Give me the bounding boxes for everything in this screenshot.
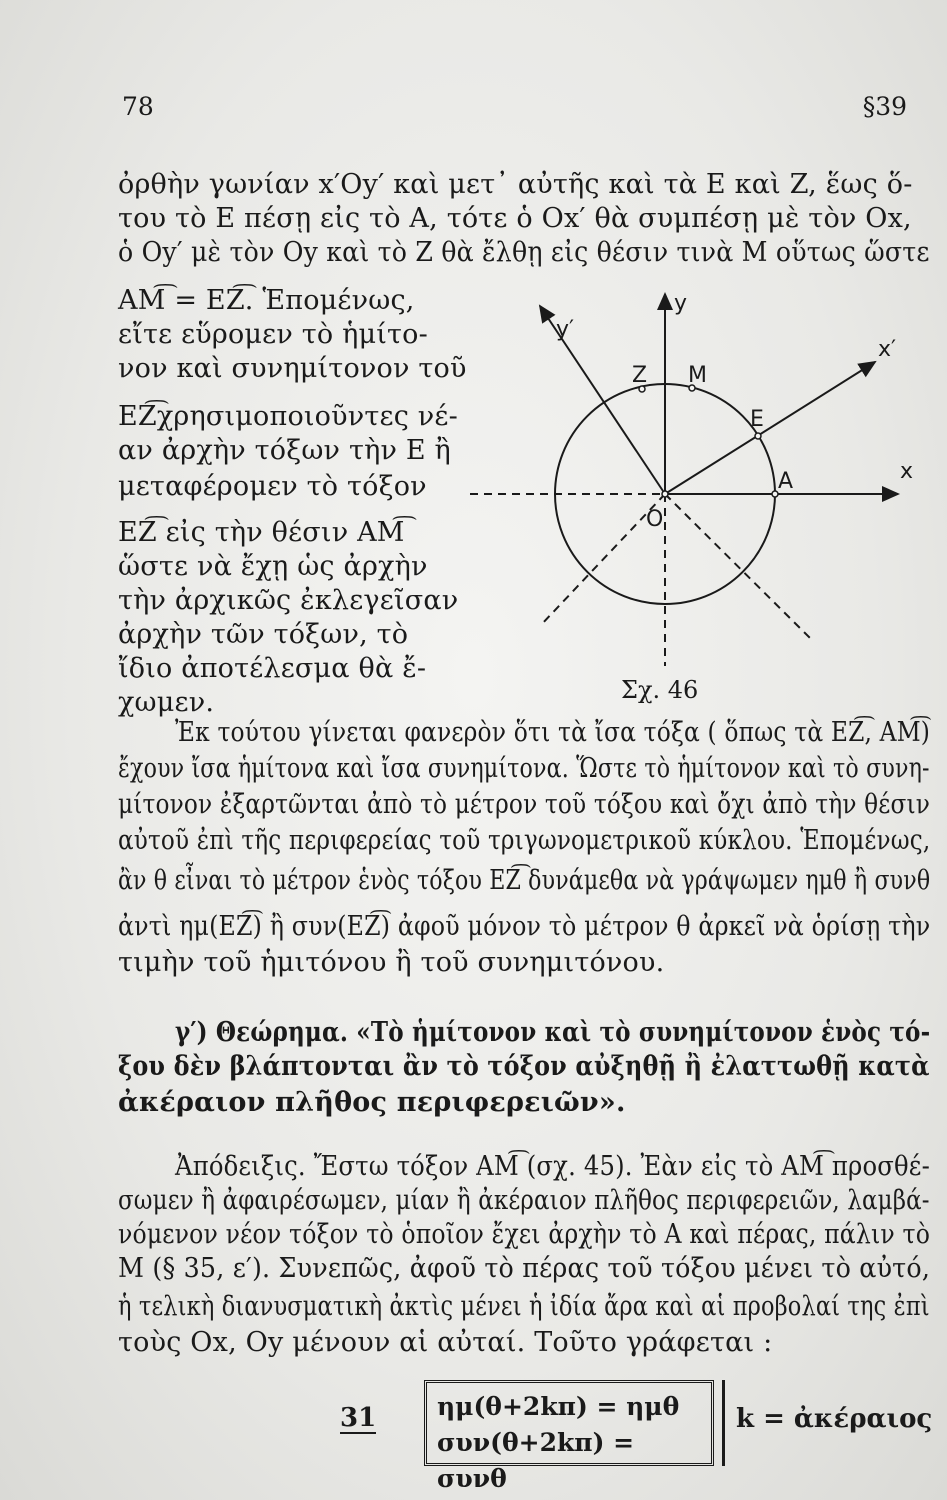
label-y-prime: y′ — [556, 317, 575, 342]
text-line: νον καὶ συνημίτονον τοῦ — [118, 353, 467, 384]
text-line: τὴν ἀρχικῶς ἐκλεγεῖσαν — [118, 585, 459, 616]
text-line: ἀντὶ ημ(EZ͡) ἢ συν(EZ͡) ἀφοῦ μόνον τὸ μέτρον θ ἀρκεῖ νὰ ὁρίσῃ τὴν — [118, 911, 931, 942]
proof-line: νόμενον νέον τόξον τὸ ὁποῖον ἔχει ἀρχὴν τὸ A καὶ πέρας, πάλιν τὸ — [118, 1219, 931, 1250]
text-line: ἔχουν ἴσα ἡμίτονα καὶ ἴσα συνημίτονα. Ὥστε τὸ ἡμίτονον καὶ τὸ συνη- — [118, 753, 930, 784]
text-line: ἀρχὴν τῶν τόξων, τὸ — [118, 619, 409, 650]
label-a: A — [778, 469, 794, 494]
text-line: ἂν θ εἶναι τὸ μέτρον ἑνὸς τόξου EZ͡ δυνάμεθα νὰ γράψωμεν ημθ ἢ συνθ — [118, 865, 931, 896]
label-y: y — [674, 291, 688, 316]
equation-sine: ημ(θ+2kπ) = ημθ — [437, 1392, 680, 1421]
label-z: Z — [632, 363, 648, 388]
text-line: τιμὴν τοῦ ἡμιτόνου ἢ τοῦ συνημιτόνου. — [118, 947, 665, 978]
figure-caption: Σχ. 46 — [621, 676, 699, 704]
label-o: O — [646, 507, 664, 532]
text-line: Ἐκ τούτου γίνεται φανερὸν ὅτι τὰ ἴσα τόξα ( ὅπως τὰ EZ͡, AM͡) — [175, 717, 931, 748]
equation-box — [424, 1380, 714, 1493]
y-prime-axis-negative — [665, 494, 810, 638]
text-line: ὥστε νὰ ἔχῃ ὡς ἀρχὴν — [118, 551, 428, 582]
proof-line: Ἀπόδειξις. Ἔστω τόξον AM͡ (σχ. 45). Ἐὰν εἰς τὸ AM͡ προσθέ- — [175, 1151, 930, 1182]
text-line: ὁ Oy′ μὲ τὸν Oy καὶ τὸ Z θὰ ἔλθῃ εἰς θέσιν τινὰ M οὕτως ὥστε — [118, 237, 930, 268]
text-line: χωμεν. — [118, 687, 215, 718]
text-line: αὐτοῦ ἐπὶ τῆς περιφερείας τοῦ τριγωνομετρικοῦ κύκλου. Ἑπομένως, — [118, 825, 931, 856]
point-e — [755, 433, 761, 439]
equation-divider — [722, 1380, 725, 1466]
label-x: x — [900, 459, 914, 484]
label-x-prime: x′ — [878, 337, 897, 362]
page-number: 78 — [122, 92, 154, 121]
equation-number: 31 — [340, 1403, 377, 1433]
text-line: EZ͡ εἰς τὴν θέσιν AM͡ — [118, 517, 405, 548]
point-o — [662, 491, 668, 497]
text-line: μεταφέρομεν τὸ τόξον — [118, 471, 427, 502]
theorem-line: ἀκέραιον πλῆθος περιφερειῶν». — [118, 1087, 626, 1118]
text-line: αν ἀρχὴν τόξων τὴν E ἢ — [118, 435, 451, 466]
proof-line: ἡ τελικὴ διανυσματικὴ ἀκτὶς μένει ἡ ἰδία ἄρα καὶ αἱ προβολαί της ἐπὶ — [118, 1291, 930, 1322]
theorem-line: ξου δὲν βλάπτονται ἂν τὸ τόξον αὐξηθῇ ἢ ἐλαττωθῇ κατὰ — [118, 1051, 930, 1082]
text-line: του τὸ E πέσῃ εἰς τὸ A, τότε ὁ Ox′ θὰ συμπέσῃ μὲ τὸν Ox, — [118, 203, 912, 234]
proof-line: τοὺς Ox, Oy μένουν αἱ αὐταί. Τοῦτο γράφεται : — [118, 1327, 773, 1358]
label-e: E — [750, 407, 764, 432]
section-number: §39 — [862, 92, 907, 121]
text-line: μίτονον ἐξαρτῶνται ἀπὸ τὸ μέτρον τοῦ τόξου καὶ ὄχι ἀπὸ τὴν θέσιν — [118, 789, 931, 820]
text-line: ὀρθὴν γωνίαν x′Oy′ καὶ μετ᾽ αὐτῆς καὶ τὰ E καὶ Z, ἕως ὅ- — [118, 169, 913, 200]
theorem-line: γ′) Θεώρημα. «Τὸ ἡμίτονον καὶ τὸ συνημίτονον ἑνὸς τό- — [175, 1017, 931, 1048]
text-line: AM͡ = EZ͡. Ἑπομένως, — [118, 285, 415, 316]
text-line: EZ͡χρησιμοποιοῦντες νέ- — [118, 401, 458, 432]
equation-note: k = ἀκέραιος — [736, 1404, 933, 1434]
proof-line: σωμεν ἢ ἀφαιρέσωμεν, μίαν ἢ ἀκέραιον πλῆθος περιφερειῶν, λαμβά- — [118, 1185, 930, 1216]
text-line: εἴτε εὕρομεν τὸ ἡμίτο- — [118, 319, 428, 350]
unit-circle-figure — [460, 276, 920, 696]
proof-line: M (§ 35, ε′). Συνεπῶς, ἀφοῦ τὸ πέρας τοῦ τόξου μένει τὸ αὐτό, — [118, 1253, 931, 1284]
text-line: ἴδιο ἀποτέλεσμα θὰ ἔ- — [118, 653, 427, 684]
equation-cosine: συν(θ+2kπ) = συνθ — [437, 1428, 635, 1493]
label-m: M — [688, 363, 707, 388]
